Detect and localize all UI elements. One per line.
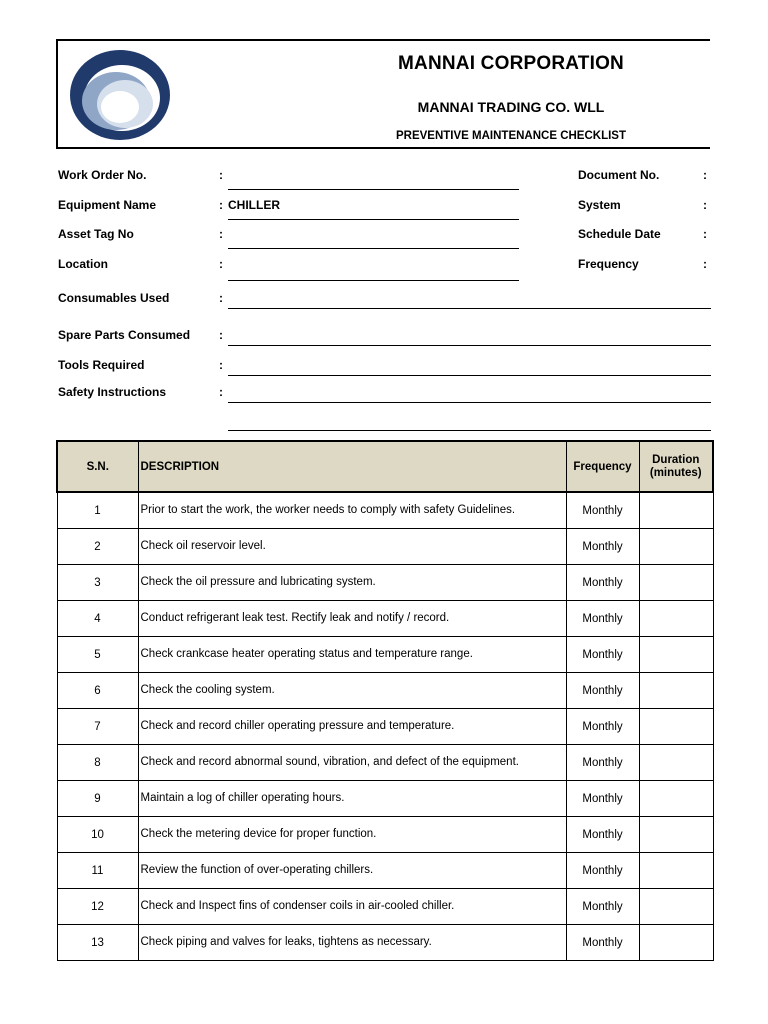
- duration-header: [639, 441, 713, 492]
- checklist-table: [56, 440, 714, 961]
- table-header-row: [57, 441, 713, 492]
- row-description: Check oil reservoir level.: [138, 529, 566, 565]
- table-row: [57, 853, 713, 889]
- row-sn: 12: [57, 889, 138, 925]
- row-sn: 6: [57, 673, 138, 709]
- company-logo-icon: [70, 49, 174, 141]
- schedule-date-label: Schedule Date: [578, 227, 661, 241]
- work-order-label: Work Order No.: [58, 168, 147, 182]
- spare-parts-line: [228, 345, 711, 346]
- safety-instructions-label: Safety Instructions: [58, 385, 167, 399]
- row-description: Check the cooling system.: [138, 673, 566, 709]
- row-frequency: Monthly: [566, 529, 639, 565]
- row-frequency: Monthly: [566, 492, 639, 529]
- row-duration[interactable]: [639, 565, 713, 601]
- asset-tag-label: Asset Tag No: [58, 227, 134, 241]
- colon: :: [219, 385, 223, 399]
- colon: :: [703, 257, 707, 271]
- row-description: Check the metering device for proper function.: [138, 817, 566, 853]
- sn-header: S.N.: [57, 441, 138, 492]
- row-duration[interactable]: [639, 492, 713, 529]
- consumables-line: [228, 308, 711, 309]
- row-description: Check and record chiller operating pressure and temperature.: [138, 709, 566, 745]
- row-frequency: Monthly: [566, 673, 639, 709]
- row-duration[interactable]: [639, 745, 713, 781]
- row-frequency: Monthly: [566, 781, 639, 817]
- row-duration[interactable]: [639, 601, 713, 637]
- row-description: Check crankcase heater operating status and temperature range.: [138, 637, 566, 673]
- row-description: Check the oil pressure and lubricating system.: [138, 565, 566, 601]
- checklist-rows: [57, 492, 713, 961]
- row-sn: 9: [57, 781, 138, 817]
- table-row: [57, 601, 713, 637]
- document-header: [56, 39, 710, 149]
- row-frequency: Monthly: [566, 925, 639, 961]
- equipment-name-line: [228, 219, 519, 220]
- row-duration[interactable]: [639, 925, 713, 961]
- consumables-label: Consumables Used: [58, 291, 170, 305]
- system-label: System: [578, 198, 621, 212]
- row-frequency: Monthly: [566, 601, 639, 637]
- spare-parts-label: Spare Parts Consumed: [58, 328, 191, 342]
- colon: :: [219, 198, 223, 212]
- table-row: [57, 745, 713, 781]
- table-row: [57, 637, 713, 673]
- safety-instructions-line: [228, 402, 711, 403]
- row-frequency: Monthly: [566, 853, 639, 889]
- duration-header-line1: Duration: [652, 453, 700, 466]
- frequency-label: Frequency: [578, 257, 639, 271]
- table-row: [57, 529, 713, 565]
- equipment-name-value[interactable]: CHILLER: [228, 198, 280, 212]
- equipment-name-label: Equipment Name: [58, 198, 157, 212]
- company-name: MANNAI CORPORATION: [398, 53, 624, 74]
- row-description: Conduct refrigerant leak test. Rectify leak and notify / record.: [138, 601, 566, 637]
- row-frequency: Monthly: [566, 709, 639, 745]
- row-description: Maintain a log of chiller operating hours.: [138, 781, 566, 817]
- row-duration[interactable]: [639, 781, 713, 817]
- colon: :: [219, 328, 223, 342]
- row-duration[interactable]: [639, 673, 713, 709]
- table-row: [57, 925, 713, 961]
- table-row: [57, 673, 713, 709]
- duration-header-line2: (minutes): [649, 466, 702, 479]
- colon: :: [219, 358, 223, 372]
- tools-required-label: Tools Required: [58, 358, 145, 372]
- row-frequency: Monthly: [566, 565, 639, 601]
- row-sn: 11: [57, 853, 138, 889]
- row-duration[interactable]: [639, 709, 713, 745]
- row-description: Prior to start the work, the worker needs to comply with safety Guidelines.: [138, 492, 566, 529]
- colon: :: [703, 198, 707, 212]
- colon: :: [219, 257, 223, 271]
- table-row: [57, 817, 713, 853]
- row-sn: 13: [57, 925, 138, 961]
- location-line: [228, 280, 519, 281]
- table-row: [57, 492, 713, 529]
- row-sn: 5: [57, 637, 138, 673]
- table-row: [57, 565, 713, 601]
- row-frequency: Monthly: [566, 637, 639, 673]
- row-sn: 7: [57, 709, 138, 745]
- row-description: Review the function of over-operating chillers.: [138, 853, 566, 889]
- row-sn: 8: [57, 745, 138, 781]
- row-duration[interactable]: [639, 817, 713, 853]
- row-duration[interactable]: [639, 889, 713, 925]
- tools-required-line: [228, 375, 711, 376]
- document-no-label: Document No.: [578, 168, 660, 182]
- colon: :: [219, 291, 223, 305]
- row-sn: 2: [57, 529, 138, 565]
- colon: :: [219, 227, 223, 241]
- row-sn: 1: [57, 492, 138, 529]
- colon: :: [219, 168, 223, 182]
- subsidiary-name: MANNAI TRADING CO. WLL: [417, 99, 605, 115]
- row-sn: 4: [57, 601, 138, 637]
- table-row: [57, 709, 713, 745]
- row-duration[interactable]: [639, 853, 713, 889]
- row-description: Check piping and valves for leaks, tightens as necessary.: [138, 925, 566, 961]
- safety-instructions-line-2: [228, 430, 711, 431]
- row-duration[interactable]: [639, 529, 713, 565]
- work-order-line: [228, 189, 519, 190]
- row-description: Check and record abnormal sound, vibration, and defect of the equipment.: [138, 745, 566, 781]
- row-description: Check and Inspect fins of condenser coils in air-cooled chiller.: [138, 889, 566, 925]
- row-frequency: Monthly: [566, 745, 639, 781]
- row-sn: 10: [57, 817, 138, 853]
- asset-tag-line: [228, 248, 519, 249]
- colon: :: [703, 227, 707, 241]
- row-duration[interactable]: [639, 637, 713, 673]
- description-header: DESCRIPTION: [138, 441, 566, 492]
- table-row: [57, 889, 713, 925]
- row-frequency: Monthly: [566, 817, 639, 853]
- colon: :: [703, 168, 707, 182]
- frequency-header: Frequency: [566, 441, 639, 492]
- table-row: [57, 781, 713, 817]
- row-sn: 3: [57, 565, 138, 601]
- location-label: Location: [58, 257, 108, 271]
- row-frequency: Monthly: [566, 889, 639, 925]
- form-title: PREVENTIVE MAINTENANCE CHECKLIST: [395, 130, 627, 142]
